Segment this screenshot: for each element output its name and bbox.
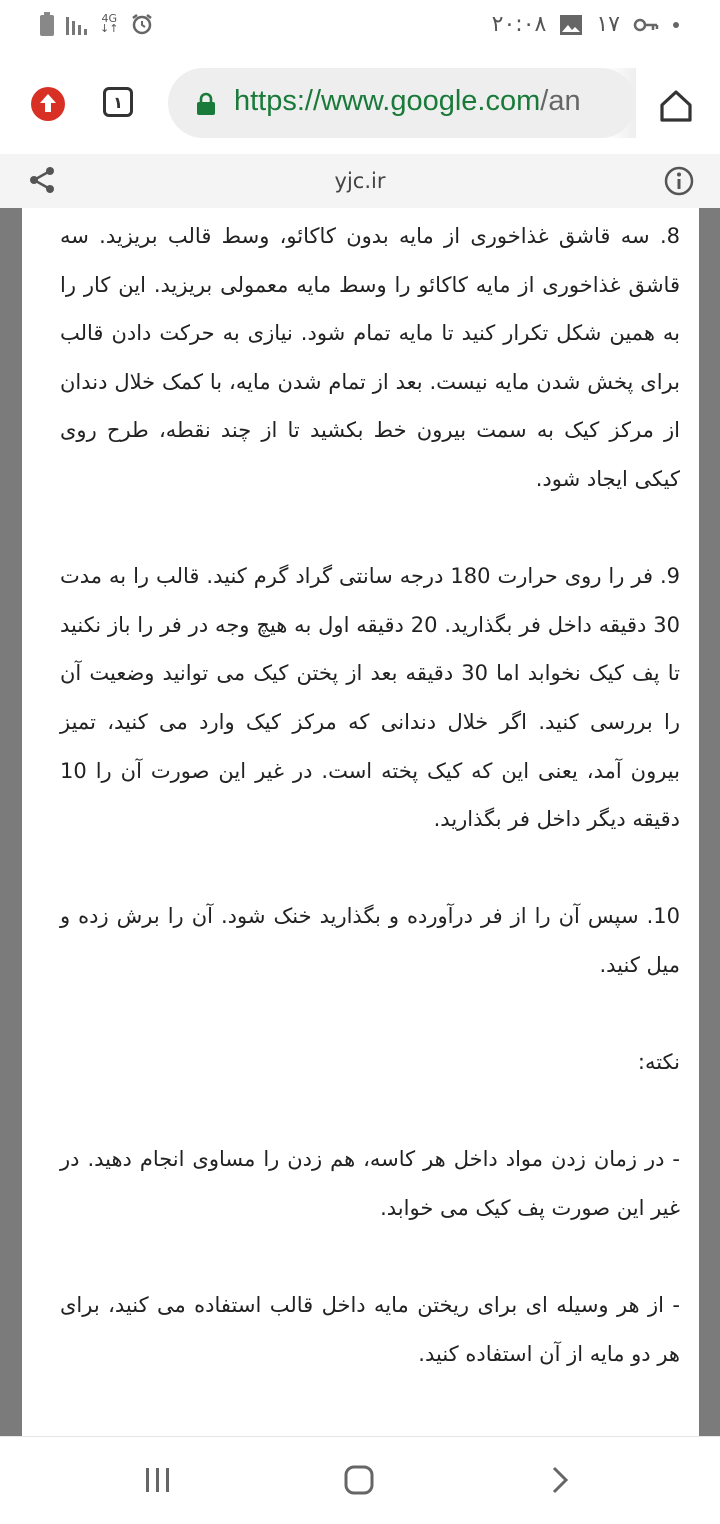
back-icon (550, 1465, 570, 1495)
back-button[interactable] (540, 1463, 580, 1497)
status-icons-right (492, 12, 680, 37)
site-name: yjc.ir (334, 169, 386, 193)
network-label: 4G (101, 12, 117, 25)
url-host: www.google.com (321, 85, 541, 117)
url-scheme: https:// (234, 85, 322, 117)
signal-icon (66, 13, 88, 35)
notification-count: ۱۷ (596, 12, 620, 37)
lock-icon (196, 93, 216, 115)
upload-home-icon[interactable] (30, 86, 66, 122)
home-icon[interactable] (656, 86, 696, 126)
info-icon[interactable] (664, 166, 694, 196)
recent-apps-button[interactable] (138, 1463, 178, 1497)
system-nav-bar (0, 1436, 720, 1521)
clock: ۲۰:۰۸ (491, 12, 547, 37)
article-note-2: - از هر وسیله ای برای ریختن مایه داخل قالب استفاده می کنید، برای هر دو مایه از آن استفاده کنید. (60, 1293, 680, 1366)
article-page (22, 208, 699, 1436)
url-text[interactable] (234, 85, 581, 118)
home-nav-icon (344, 1465, 374, 1495)
address-bar[interactable] (168, 68, 636, 138)
article-paragraph-step-9: 9. فر را روی حرارت 180 درجه سانتی گراد گرم کنید. قالب را به مدت 30 دقیقه داخل فر بگذارید. 20 دقیقه اول به هیچ وجه در فر را باز نکنید تا پف کیک نخوابد اما 30 دقیقه بعد از پختن کیک می توانید وضعیت آن را بررسی کنید. اگر خلال دندانی که مرکز کیک وارد می کنید، تمیز بیرون آمد، یعنی این که کیک پخته است. در غیر این صورت آن را 10 دقیقه دیگر داخل فر بگذارید. (60, 564, 681, 832)
url-path: /an (540, 85, 581, 117)
browser-toolbar (0, 52, 720, 154)
article-paragraph-step-8: 8. سه قاشق غذاخوری از مایه بدون کاکائو، وسط قالب بریزید. سه قاشق غذاخوری از مایه کاکائو را وسط مایه معمولی بریزید. این کار را به همین شکل تکرار کنید تا مایه تمام شود. نیازی به حرکت دادن قالب برای پخش شدن مایه نیست. بعد از تمام شدن مایه، با کمک خلال دندان از مرکز کیک به سمت بیرون خط بکشید تا از چند نقطه، طرح روی کیکی ایجاد شود. (60, 224, 680, 491)
key-icon (634, 18, 658, 32)
battery-icon (40, 12, 54, 36)
network-4g-icon: 4G ↓↑ (100, 12, 119, 35)
tab-switcher-button[interactable] (103, 87, 133, 117)
recent-apps-icon (144, 1467, 172, 1493)
content-frame (0, 208, 720, 1436)
alarm-icon (130, 12, 154, 36)
article-note-1: - در زمان زدن مواد داخل هر کاسه، هم زدن را مساوی انجام دهید. در غیر این صورت پف کیک می خوابد. (60, 1147, 680, 1220)
article-paragraph-step-10: 10. سپس آن را از فر درآورده و بگذارید خنک شود. آن را برش زده و میل کنید. (60, 904, 680, 977)
status-icons-left (40, 12, 154, 36)
status-bar (0, 0, 720, 52)
image-icon (560, 15, 582, 35)
url-fade (606, 68, 636, 138)
tab-count: ۱ (113, 92, 123, 112)
article-body (60, 212, 680, 1524)
site-info-bar (0, 154, 720, 209)
home-nav-button[interactable] (339, 1463, 379, 1497)
article-note-heading: نکته: (637, 1050, 680, 1075)
dot-icon (672, 21, 680, 29)
